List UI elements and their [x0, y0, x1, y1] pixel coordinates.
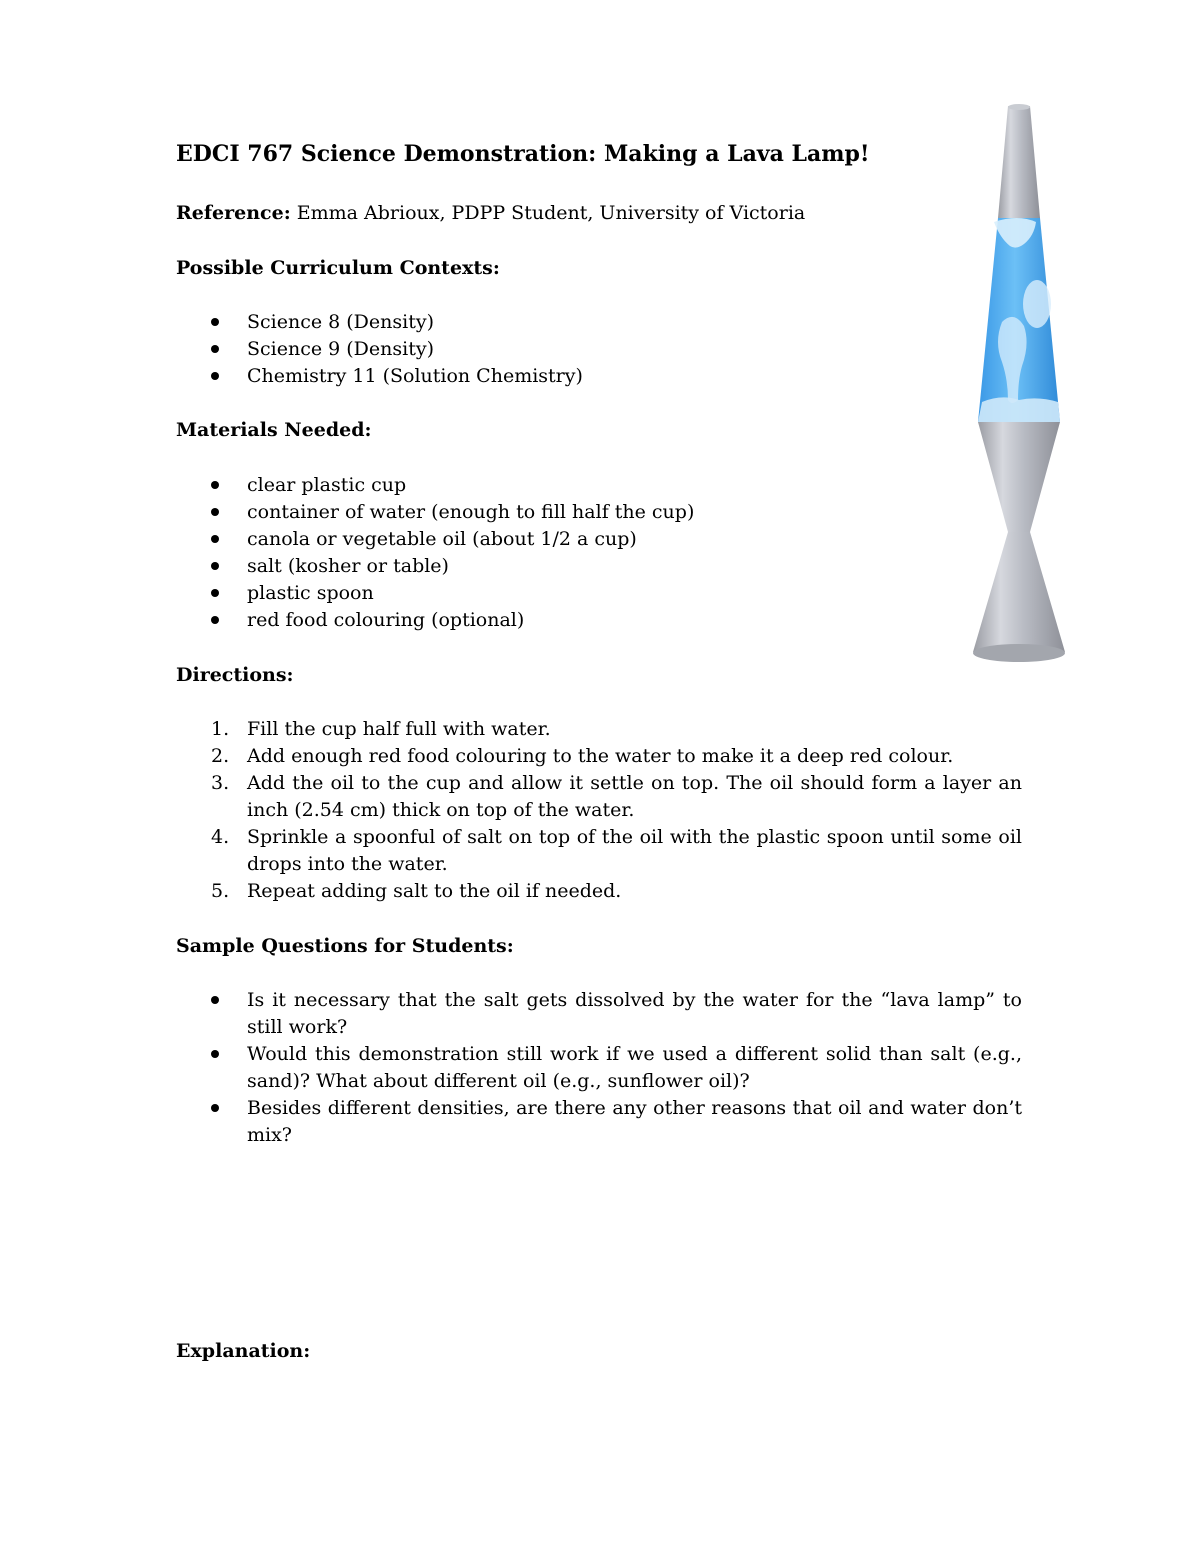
- list-item: [176, 1041, 1022, 1095]
- step-text: Add enough red food colouring to the water to make it a deep red colour.: [247, 745, 954, 767]
- material-item: canola or vegetable oil (about 1/2 a cup): [247, 528, 637, 550]
- material-item: container of water (enough to fill half the cup): [247, 501, 695, 523]
- step-number: 3.: [211, 772, 230, 794]
- bullet-icon: [211, 996, 219, 1004]
- list-item: [176, 580, 1022, 607]
- reference-text: Emma Abrioux, PDPP Student, University of Victoria: [290, 202, 806, 224]
- lava-lamp-icon: [972, 104, 1066, 666]
- explanation-heading: Explanation:: [176, 1340, 311, 1362]
- question-item: Besides different densities, are there any other reasons that oil and water don’t mix?: [247, 1097, 1022, 1146]
- step-text: Sprinkle a spoonful of salt on top of the oil with the plastic spoon until some oil drops into the water.: [247, 826, 1022, 875]
- directions-heading: Directions:: [176, 664, 294, 686]
- question-item: Is it necessary that the salt gets dissolved by the water for the “lava lamp” to still work?: [247, 989, 1022, 1038]
- page-title: EDCI 767 Science Demonstration: Making a Lava Lamp!: [176, 141, 870, 167]
- list-item: [176, 607, 1022, 634]
- lamp-cap: [998, 106, 1040, 218]
- curriculum-item: Science 8 (Density): [247, 311, 435, 333]
- bullet-icon: [211, 372, 219, 380]
- curriculum-list: [176, 309, 1022, 390]
- list-item: [176, 363, 1022, 390]
- reference-line: [176, 200, 805, 227]
- bullet-icon: [211, 481, 219, 489]
- lamp-base-upper: [978, 422, 1060, 532]
- bullet-icon: [211, 508, 219, 516]
- direction-step: [176, 824, 1022, 878]
- bullet-icon: [211, 318, 219, 326]
- direction-step: [176, 743, 1022, 770]
- list-item: [176, 1095, 1022, 1149]
- curriculum-item: Chemistry 11 (Solution Chemistry): [247, 365, 583, 387]
- materials-list: [176, 472, 1022, 634]
- lamp-cap-top: [1008, 104, 1030, 110]
- list-item: [176, 472, 1022, 499]
- lava-blob-right: [1023, 280, 1051, 328]
- direction-step: [176, 878, 1022, 905]
- step-text: Add the oil to the cup and allow it settle on top. The oil should form a layer an inch (2.54 cm) thick on top of the water.: [247, 772, 1022, 821]
- material-item: plastic spoon: [247, 582, 374, 604]
- direction-step: [176, 716, 1022, 743]
- list-item: [176, 499, 1022, 526]
- material-item: red food colouring (optional): [247, 609, 525, 631]
- reference-label: Reference:: [176, 202, 291, 224]
- list-item: [176, 309, 1022, 336]
- directions-list: [176, 716, 1022, 905]
- list-item: [176, 526, 1022, 553]
- bullet-icon: [211, 345, 219, 353]
- lamp-base-lower: [973, 532, 1065, 652]
- bullet-icon: [211, 1104, 219, 1112]
- step-number: 1.: [211, 718, 230, 740]
- material-item: clear plastic cup: [247, 474, 407, 496]
- direction-step: [176, 770, 1022, 824]
- bullet-icon: [211, 616, 219, 624]
- step-number: 2.: [211, 745, 230, 767]
- step-text: Fill the cup half full with water.: [247, 718, 551, 740]
- material-item: salt (kosher or table): [247, 555, 449, 577]
- questions-heading: Sample Questions for Students:: [176, 935, 514, 957]
- list-item: [176, 336, 1022, 363]
- bullet-icon: [211, 562, 219, 570]
- materials-heading: Materials Needed:: [176, 419, 372, 441]
- bullet-icon: [211, 1050, 219, 1058]
- lava-pool: [978, 397, 1060, 422]
- curriculum-item: Science 9 (Density): [247, 338, 435, 360]
- question-item: Would this demonstration still work if we used a different solid than salt (e.g., sand)? What about different oil (e.g., sunflower oil)?: [247, 1043, 1022, 1092]
- step-text: Repeat adding salt to the oil if needed.: [247, 880, 622, 902]
- list-item: [176, 987, 1022, 1041]
- step-number: 4.: [211, 826, 230, 848]
- curriculum-heading: Possible Curriculum Contexts:: [176, 257, 500, 279]
- step-number: 5.: [211, 880, 230, 902]
- bullet-icon: [211, 535, 219, 543]
- lamp-base-bottom: [973, 644, 1065, 662]
- questions-list: [176, 987, 1022, 1149]
- list-item: [176, 553, 1022, 580]
- bullet-icon: [211, 589, 219, 597]
